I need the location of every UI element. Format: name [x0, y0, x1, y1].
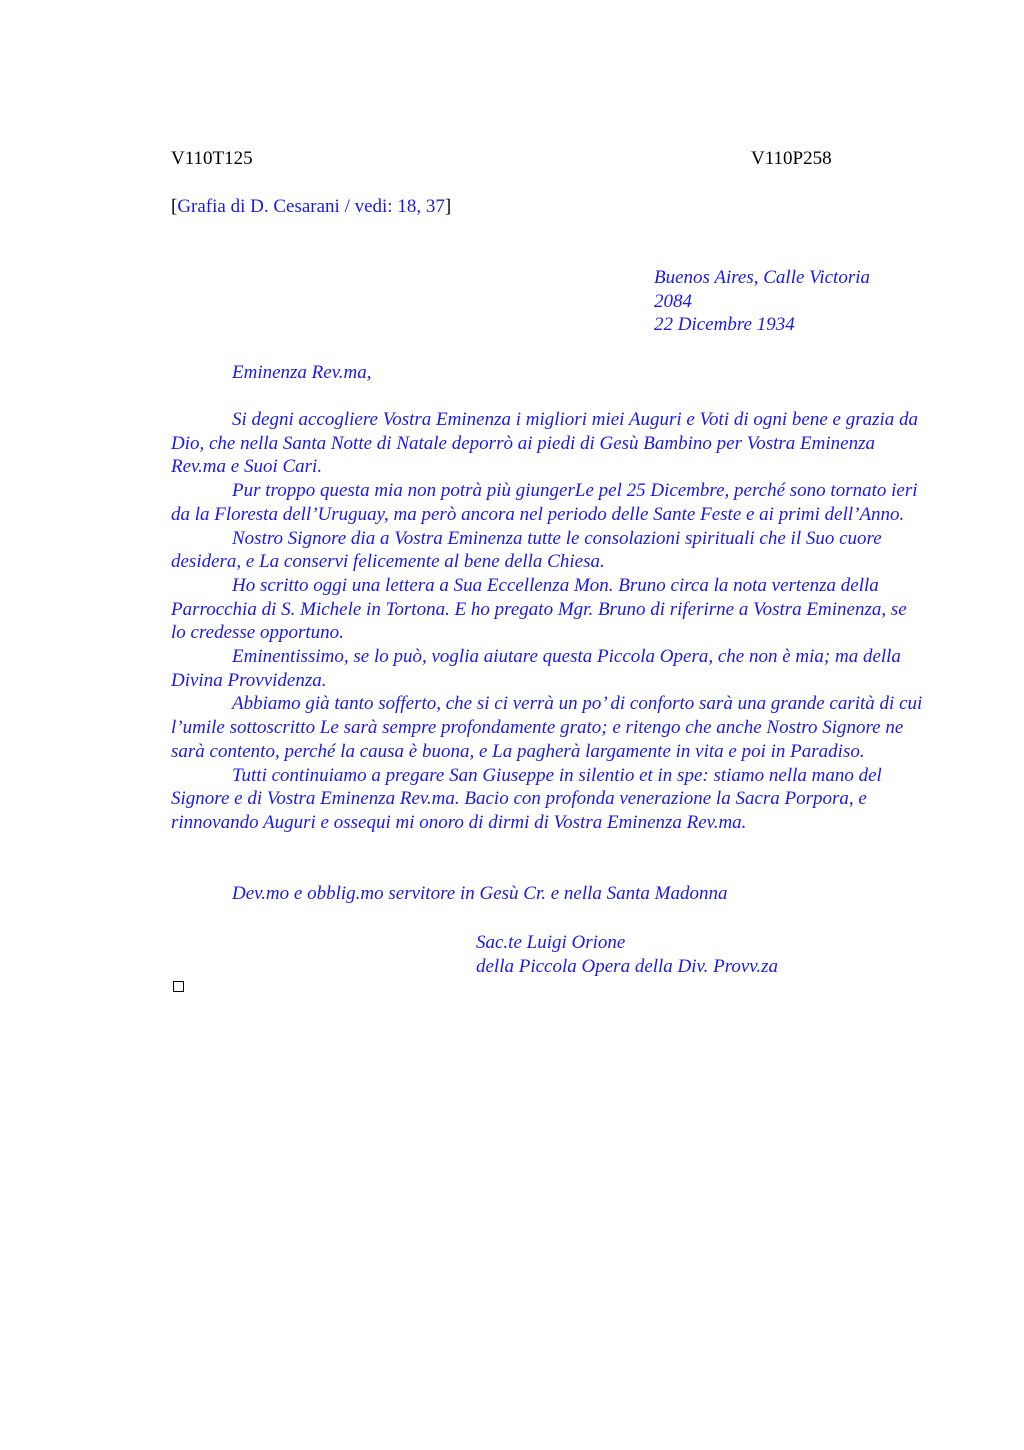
signature-title: della Piccola Opera della Div. Provv.za	[476, 955, 778, 977]
dateline	[654, 266, 870, 337]
document-code-left: V110T125	[171, 148, 253, 169]
closing-formula: Dev.mo e obblig.mo servitore in Gesù Cr. e nella Santa Madonna	[232, 883, 728, 904]
dateline-place: Buenos Aires, Calle Victoria	[654, 267, 871, 288]
signature	[476, 931, 778, 978]
source-close-bracket: ]	[444, 196, 452, 217]
source-note-text: Grafia di D. Cesarani / vedi: 18, 37	[177, 196, 445, 217]
letter-body	[171, 408, 923, 835]
source-note	[171, 195, 451, 219]
paragraph: Nostro Signore dia a Vostra Eminenza tutte le consolazioni spirituali che il Suo cuore desidera, e La conservi felicemente al bene della Chiesa.	[171, 527, 882, 573]
source-open-bracket: [	[171, 196, 178, 217]
paragraph: Si degni accogliere Vostra Eminenza i migliori miei Auguri e Voti di ogni bene e grazia da Dio, che nella Santa Notte di Natale deporrò ai piedi di Gesù Bambino per Vostra Eminenza Rev.ma e Suoi Cari.	[171, 409, 919, 478]
paragraph: Tutti continuiamo a pregare San Giuseppe in silentio et in spe: stiamo nella mano del Signore e di Vostra Eminenza Rev.ma. Bacio con profonda venerazione la Sacra Porpora, e rinnovando Auguri e ossequi mi onoro di dirmi di Vostra Eminenza Rev.ma.	[171, 764, 882, 833]
dateline-date: 22 Dicembre 1934	[654, 314, 795, 335]
dateline-number: 2084	[654, 290, 692, 312]
end-box-icon	[173, 981, 184, 992]
salutation: Eminenza Rev.ma,	[232, 362, 372, 383]
signature-name: Sac.te Luigi Orione	[476, 932, 626, 953]
paragraph: Pur troppo questa mia non potrà più giungerLe pel 25 Dicembre, perché sono tornato ieri da la Floresta dell’Uruguay, ma però ancora nel periodo delle Sante Feste e ai primi dell’Anno.	[171, 480, 918, 525]
paragraph: Abbiamo già tanto sofferto, che si ci verrà un po’ di conforto sarà una grande carità di cui l’umile sottoscritto Le sarà sempre profondamente grato; e ritengo che anche Nostro Signore ne sarà contento, perché la causa è buona, e La pagherà largamente in vita e poi in Paradiso.	[171, 693, 923, 762]
document-code-right: V110P258	[751, 148, 832, 169]
paragraph: Eminentissimo, se lo può, voglia aiutare questa Piccola Opera, che non è mia; ma della Divina Provvidenza.	[171, 646, 901, 691]
paragraph: Ho scritto oggi una lettera a Sua Eccellenza Mon. Bruno circa la nota vertenza della Parrocchia di S. Michele in Tortona. E ho pregato Mgr. Bruno di riferirne a Vostra Eminenza, se lo credesse opportuno.	[171, 574, 907, 644]
